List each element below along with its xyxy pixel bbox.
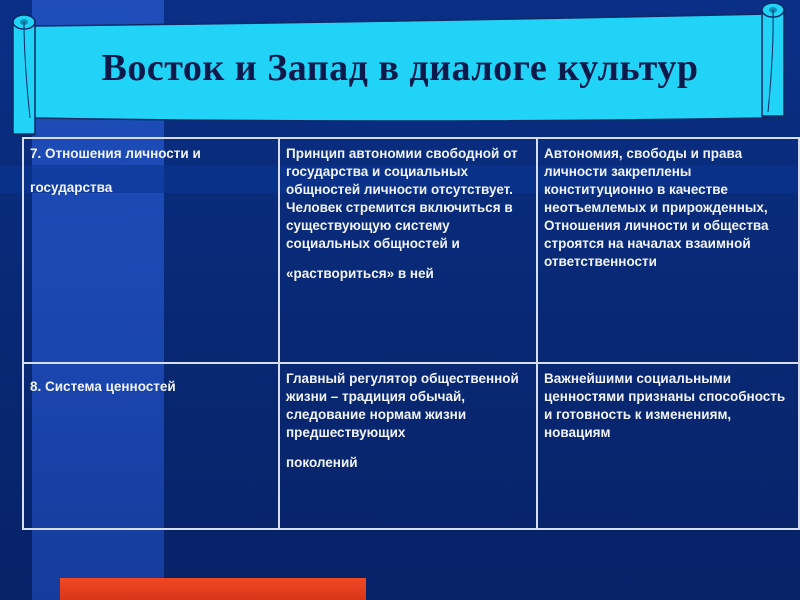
title-scroll — [0, 0, 800, 140]
accent-bar — [60, 578, 366, 600]
west-cell — [537, 363, 799, 529]
east-text-tail: поколений — [286, 455, 358, 470]
east-text-tail: «раствориться» в ней — [286, 266, 434, 281]
comparison-table — [22, 137, 800, 530]
aspect-label: 8. Система ценностей — [30, 379, 176, 394]
west-text: Важнейшими социальными ценностями признаны способность и готовность к изменениям, новациям — [544, 371, 786, 440]
aspect-cell — [23, 138, 279, 363]
west-cell — [537, 138, 799, 363]
slide-title: Восток и Запад в диалоге культур — [101, 47, 699, 89]
east-text: Главный регулятор общественной жизни – традиция обычай, следование нормам жизни предшествующих — [286, 371, 519, 440]
east-cell — [279, 363, 537, 529]
east-text: Принцип автономии свободной от государства и социальных общностей личности отсутствует. Человек стремится включиться в существующую систему социальных общностей и — [286, 146, 518, 251]
table-row — [23, 138, 799, 363]
west-text: Автономия, свободы и права личности закреплены конституционно в качестве неотъемлемых и прирожденных, Отношения личности и общества строятся на началах взаимной ответственности — [544, 146, 769, 269]
aspect-label: 7. Отношения личности и — [30, 146, 201, 161]
aspect-cell — [23, 363, 279, 529]
east-cell — [279, 138, 537, 363]
table-row — [23, 363, 799, 529]
aspect-label-continued: государства — [30, 180, 113, 195]
